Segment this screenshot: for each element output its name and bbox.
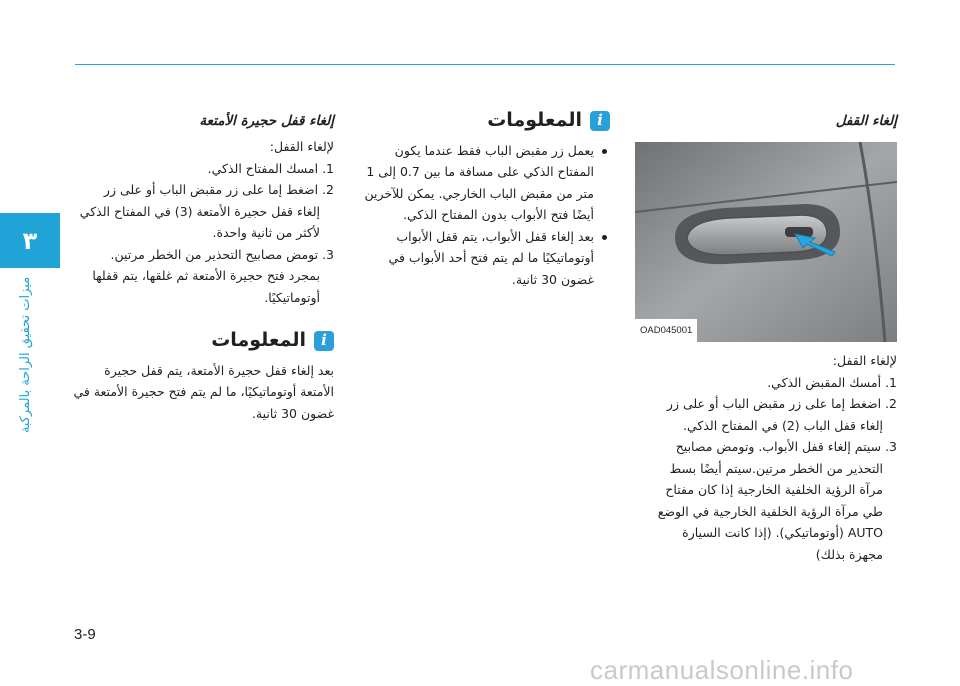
unlock-step-cont: طي مرآة الرؤية الخلفية الخارجية في الوضع	[657, 503, 883, 519]
tailgate-info-line: الأمتعة أوتوماتيكيًا، ما لم يتم فتح حجيرة الأمتعة في	[73, 384, 334, 399]
chapter-label: ميزات تحقيق الراحة بالمركبة	[18, 276, 33, 434]
info-bullet-line: أيضًا فتح الأبواب بدون المفتاح الذكي.	[403, 207, 594, 222]
chapter-tab	[0, 213, 60, 268]
unlock-step: 3. سيتم إلغاء قفل الأبواب. وتومض مصابيح	[675, 439, 897, 454]
info-icon: i	[314, 331, 334, 351]
info-bullet	[355, 226, 610, 291]
chapter-number: ٣	[22, 226, 38, 255]
info-icon: i	[590, 111, 610, 131]
middle-column	[355, 110, 610, 290]
section-title-unlocking: إلغاء القفل	[835, 113, 897, 129]
unlock-step-cont: التحذير من الخطر مرتين.سيتم أيضًا بسط	[669, 460, 883, 476]
info-bullet-line: بعد إلغاء قفل الأبواب، يتم قفل الأبواب	[396, 228, 594, 244]
info-bullet	[355, 140, 610, 226]
page-number: 3-9	[74, 626, 96, 643]
unlock-step-cont: مجهزة بذلك)	[815, 546, 883, 562]
info-bullet-line: يعمل زر مقبض الباب فقط عندما يكون	[394, 142, 594, 158]
header-rule	[75, 64, 895, 65]
info-bullet-line: المفتاح الذكي على مسافة ما بين 0.7 إلى 1	[366, 164, 594, 179]
unlock-step: 1. أمسك المقبض الذكي.	[767, 374, 897, 390]
tailgate-step-cont: أوتوماتيكيًا.	[264, 289, 320, 305]
info-bullet-line: غضون 30 ثانية.	[511, 271, 594, 287]
tailgate-step-cont: بمجرد فتح حجيرة الأمتعة ثم غلقها، يتم قفلها	[92, 268, 320, 283]
unlock-step-cont: مرآة الرؤية الخلفية الخارجية إذا كان مفتاح	[665, 482, 883, 497]
unlock-step-cont: AUTO (أوتوماتيكي). (إذا كانت السيارة	[682, 525, 883, 540]
unlock-step-cont: إلغاء قفل الباب (2) في المفتاح الذكي.	[682, 417, 883, 433]
right-column	[632, 110, 897, 565]
door-handle-figure	[635, 142, 897, 342]
tailgate-step-cont: إلغاء قفل حجيرة الأمتعة (3) في المفتاح الذكي	[79, 203, 320, 219]
door-handle-illustration	[635, 142, 897, 342]
info-title: المعلومات	[487, 109, 582, 131]
info-bullet-line: متر من مقبض الباب الخارجي. يمكن للآخرين	[364, 185, 594, 201]
watermark: carmanualsonline.info	[590, 655, 854, 685]
figure-code: OAD045001	[635, 319, 697, 343]
tailgate-step-cont: لأكثر من ثانية واحدة.	[212, 225, 320, 240]
tailgate-info-line: بعد إلغاء قفل حجيرة الأمتعة، يتم قفل حجيرة	[104, 362, 334, 378]
tailgate-step: 1. امسك المفتاح الذكي.	[207, 160, 334, 176]
info-heading	[355, 110, 610, 132]
left-column	[72, 110, 334, 424]
info-title: المعلومات	[211, 329, 306, 351]
tailgate-step: 3. تومض مصابيح التحذير من الخطر مرتين.	[110, 246, 334, 262]
info-heading	[72, 330, 334, 352]
section-title-tailgate-unlock: إلغاء قفل حجيرة الأمتعة	[199, 113, 334, 129]
tailgate-intro: لإلغاء القفل:	[269, 139, 334, 154]
info-bullet-line: أوتوماتيكيًا ما لم يتم فتح أحد الأبواب في	[388, 250, 594, 265]
unlock-step: 2. اضغط إما على زر مقبض الباب أو على زر	[666, 396, 897, 411]
tailgate-info-line: غضون 30 ثانية.	[251, 405, 334, 421]
tailgate-step: 2. اضغط إما على زر مقبض الباب أو على زر	[103, 182, 334, 197]
unlock-intro: لإلغاء القفل:	[832, 353, 897, 368]
